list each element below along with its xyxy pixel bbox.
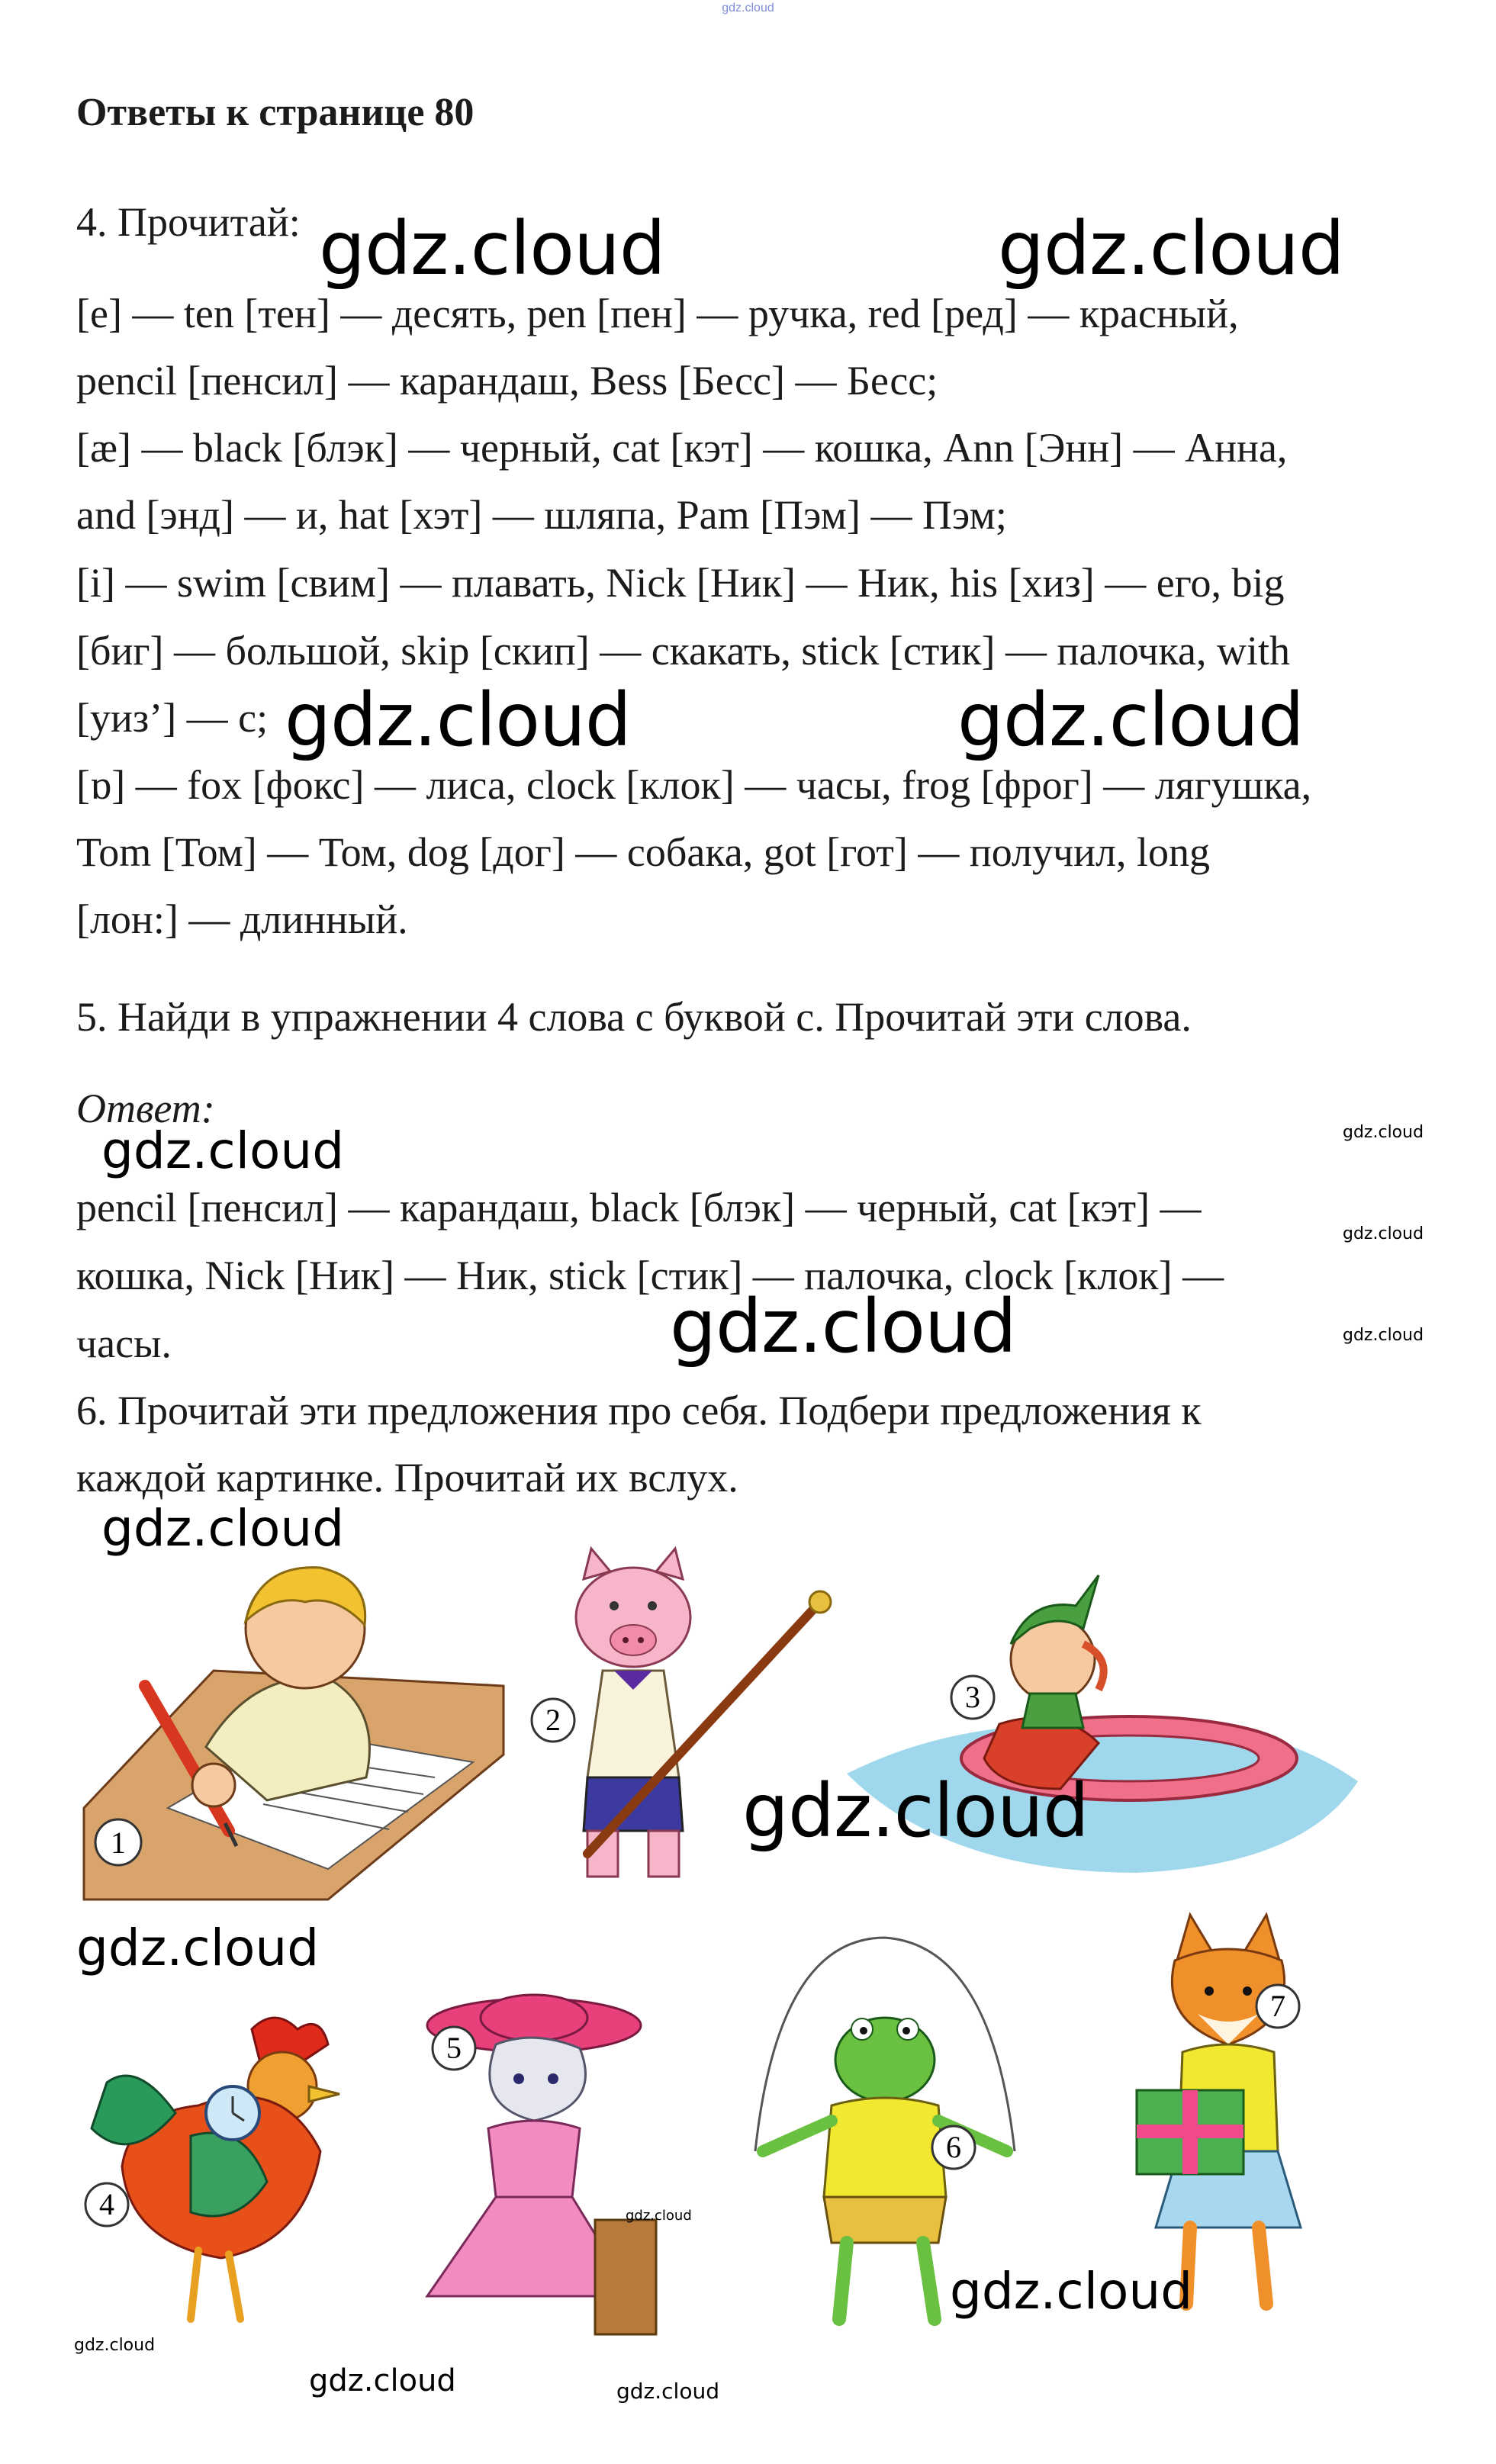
watermark: gdz.cloud — [957, 677, 1304, 763]
picture-4-number: 4 — [99, 2187, 114, 2221]
picture-1-number: 1 — [111, 1825, 126, 1860]
picture-5-number: 5 — [446, 2031, 462, 2065]
picture-1-boy-writing — [76, 1556, 503, 1899]
picture-2-number: 2 — [545, 1703, 561, 1737]
exercise-4-title: 4. Прочитай: — [76, 199, 301, 245]
exercise-4-line-3: [æ] — black [блэк] — черный, cat [кэт] — кошка, Ann [Энн] — Анна, — [76, 425, 1288, 471]
watermark: gdz.cloud — [309, 2363, 456, 2398]
exercise-4-line-8: [ɒ] — fox [фокс] — лиса, clock [клок] — часы, frog [фрог] — лягушка, — [76, 762, 1312, 808]
watermark: gdz.cloud — [950, 2262, 1193, 2321]
watermark: gdz.cloud — [74, 2336, 156, 2355]
answer-line-1: pencil [пенсил] — карандаш, black [блэк] — черный, cat [кэт] — — [76, 1185, 1202, 1230]
watermark: gdz.cloud — [616, 2379, 719, 2404]
picture-6-number: 6 — [946, 2130, 961, 2164]
answer-label: Ответ: — [76, 1086, 215, 1131]
exercise-4-line-6: [биг] — большой, skip [скип] — скакать, stick [стик] — палочка, with — [76, 628, 1290, 674]
picture-5-cat-in-hat — [381, 1991, 687, 2350]
watermark: gdz.cloud — [1343, 1123, 1424, 1142]
picture-4-rooster-with-clock — [76, 2014, 397, 2350]
watermark: gdz.cloud — [670, 1284, 1016, 1369]
exercise-4-line-2: pencil [пенсил] — карандаш, Bess [Бесс] — Бесс; — [76, 358, 938, 404]
answer-line-2: кошка, Nick [Ник] — Ник, stick [стик] — палочка, clock [клок] — — [76, 1253, 1224, 1298]
exercise-6-line-1: 6. Прочитай эти предложения про себя. Подбери предложения к — [76, 1388, 1202, 1433]
exercise-4-line-7: [уиз’] — с; — [76, 695, 269, 741]
picture-7-number: 7 — [1270, 1989, 1285, 2023]
picture-3-number: 3 — [965, 1680, 980, 1714]
watermark: gdz.cloud — [101, 1499, 345, 1558]
watermark: gdz.cloud — [319, 206, 665, 291]
watermark: gdz.cloud — [1343, 1326, 1424, 1345]
exercise-4-line-1: [e] — ten [тен] — десять, pen [пен] — ручка, red [ред] — красный, — [76, 291, 1239, 336]
watermark: gdz.cloud — [742, 1768, 1089, 1854]
watermark: gdz.cloud — [285, 677, 631, 763]
exercise-4-line-5: [i] — swim [свим] — плавать, Nick [Ник] — Ник, his [хиз] — его, big — [76, 560, 1285, 606]
answer-line-3: часы. — [76, 1320, 172, 1366]
exercise-4-line-4: and [энд] — и, hat [хэт] — шляпа, Pam [Пэм] — Пэм; — [76, 492, 1007, 538]
exercise-4-line-10: [лон:] — длинный. — [76, 896, 408, 942]
page-heading: Ответы к странице 80 — [76, 91, 475, 134]
watermark: gdz.cloud — [76, 1919, 320, 1977]
watermark: gdz.cloud — [101, 1121, 345, 1180]
watermark: gdz.cloud — [1343, 1224, 1424, 1243]
site-mark: gdz.cloud — [722, 2, 774, 14]
exercise-4-line-9: Tom [Том] — Том, dog [дог] — собака, got [гот] — получил, long — [76, 829, 1211, 875]
watermark: gdz.cloud — [626, 2208, 692, 2224]
exercise-5-title: 5. Найди в упражнении 4 слова с буквой с. Прочитай эти слова. — [76, 994, 1192, 1040]
watermark: gdz.cloud — [998, 206, 1344, 291]
exercise-6-line-2: каждой картинке. Прочитай их вслух. — [76, 1455, 738, 1501]
